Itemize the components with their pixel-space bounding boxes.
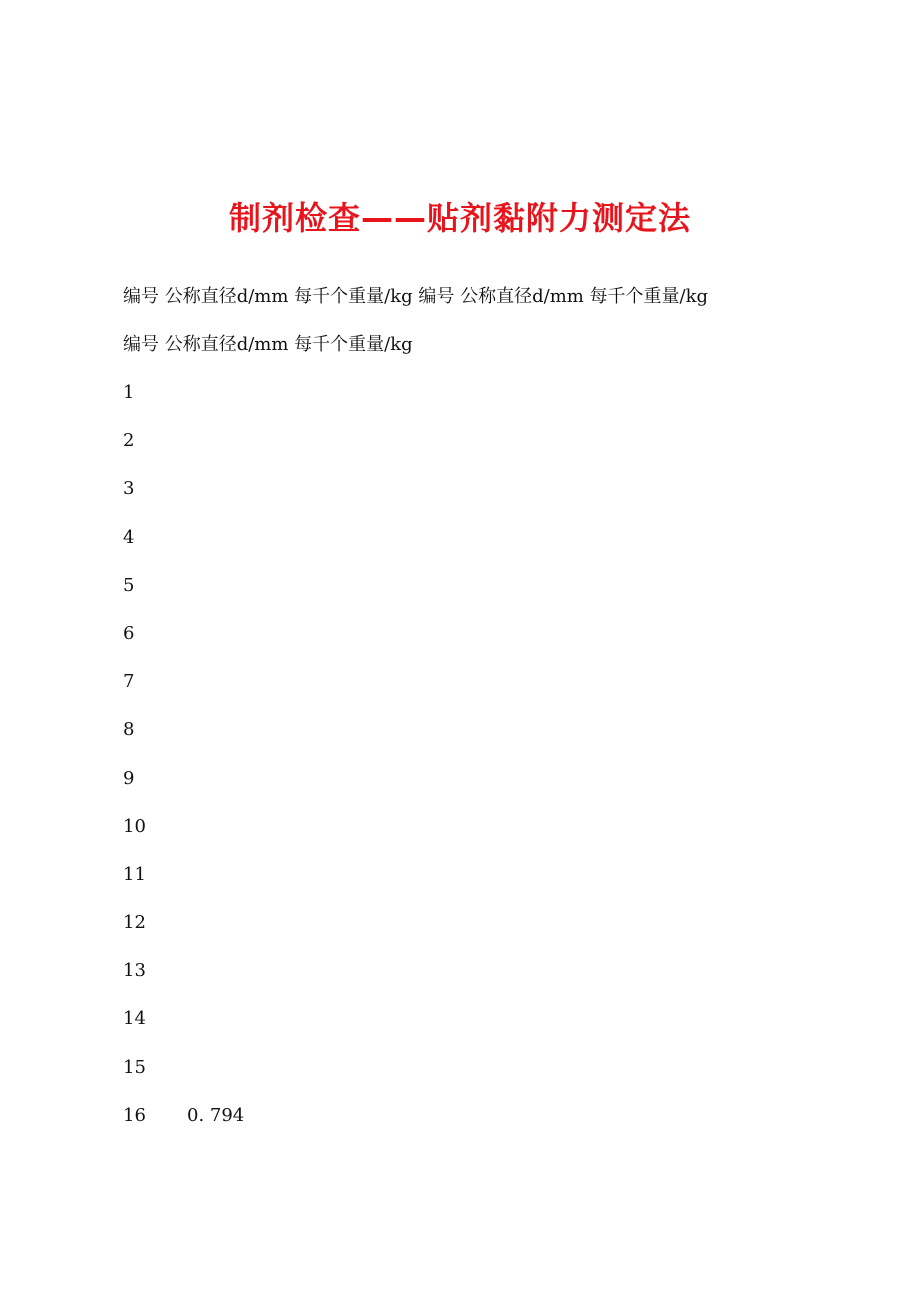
row-number: 11 bbox=[123, 863, 146, 885]
row-number: 6 bbox=[123, 622, 135, 644]
row-number: 12 bbox=[123, 912, 146, 934]
document-title: 制剂检查——贴剂黏附力测定法 bbox=[228, 199, 691, 237]
row-number: 1 bbox=[123, 382, 135, 403]
table-rows bbox=[123, 381, 244, 1152]
table-row bbox=[123, 911, 244, 959]
table-header-line-2: 编号 公称直径d/mm 每千个重量/kg bbox=[123, 334, 413, 355]
row-value: 0. 794 bbox=[187, 1104, 245, 1126]
table-header-line-1: 编号 公称直径d/mm 每千个重量/kg 编号 公称直径d/mm 每千个重量/kg bbox=[123, 286, 709, 307]
table-row bbox=[123, 718, 244, 766]
row-number: 4 bbox=[123, 526, 135, 548]
row-number: 13 bbox=[123, 960, 146, 982]
row-number: 5 bbox=[123, 574, 135, 596]
row-number: 16 bbox=[123, 1104, 146, 1126]
row-number: 8 bbox=[123, 719, 135, 741]
table-row bbox=[123, 622, 244, 670]
table-row bbox=[123, 429, 244, 477]
table-row bbox=[123, 574, 244, 622]
row-number: 7 bbox=[123, 671, 135, 693]
table-row bbox=[123, 1104, 244, 1152]
table-row bbox=[123, 526, 244, 574]
table-row bbox=[123, 381, 244, 429]
table-row bbox=[123, 1007, 244, 1055]
row-number: 14 bbox=[123, 1008, 146, 1030]
row-number: 3 bbox=[123, 478, 135, 500]
table-row bbox=[123, 477, 244, 525]
table-row bbox=[123, 1056, 244, 1104]
table-row bbox=[123, 959, 244, 1007]
table-row bbox=[123, 670, 244, 718]
row-number: 15 bbox=[123, 1056, 146, 1078]
row-number: 2 bbox=[123, 430, 135, 452]
row-number: 9 bbox=[123, 767, 135, 789]
row-number: 10 bbox=[123, 815, 146, 837]
table-row bbox=[123, 815, 244, 863]
table-row bbox=[123, 863, 244, 911]
table-row bbox=[123, 767, 244, 815]
